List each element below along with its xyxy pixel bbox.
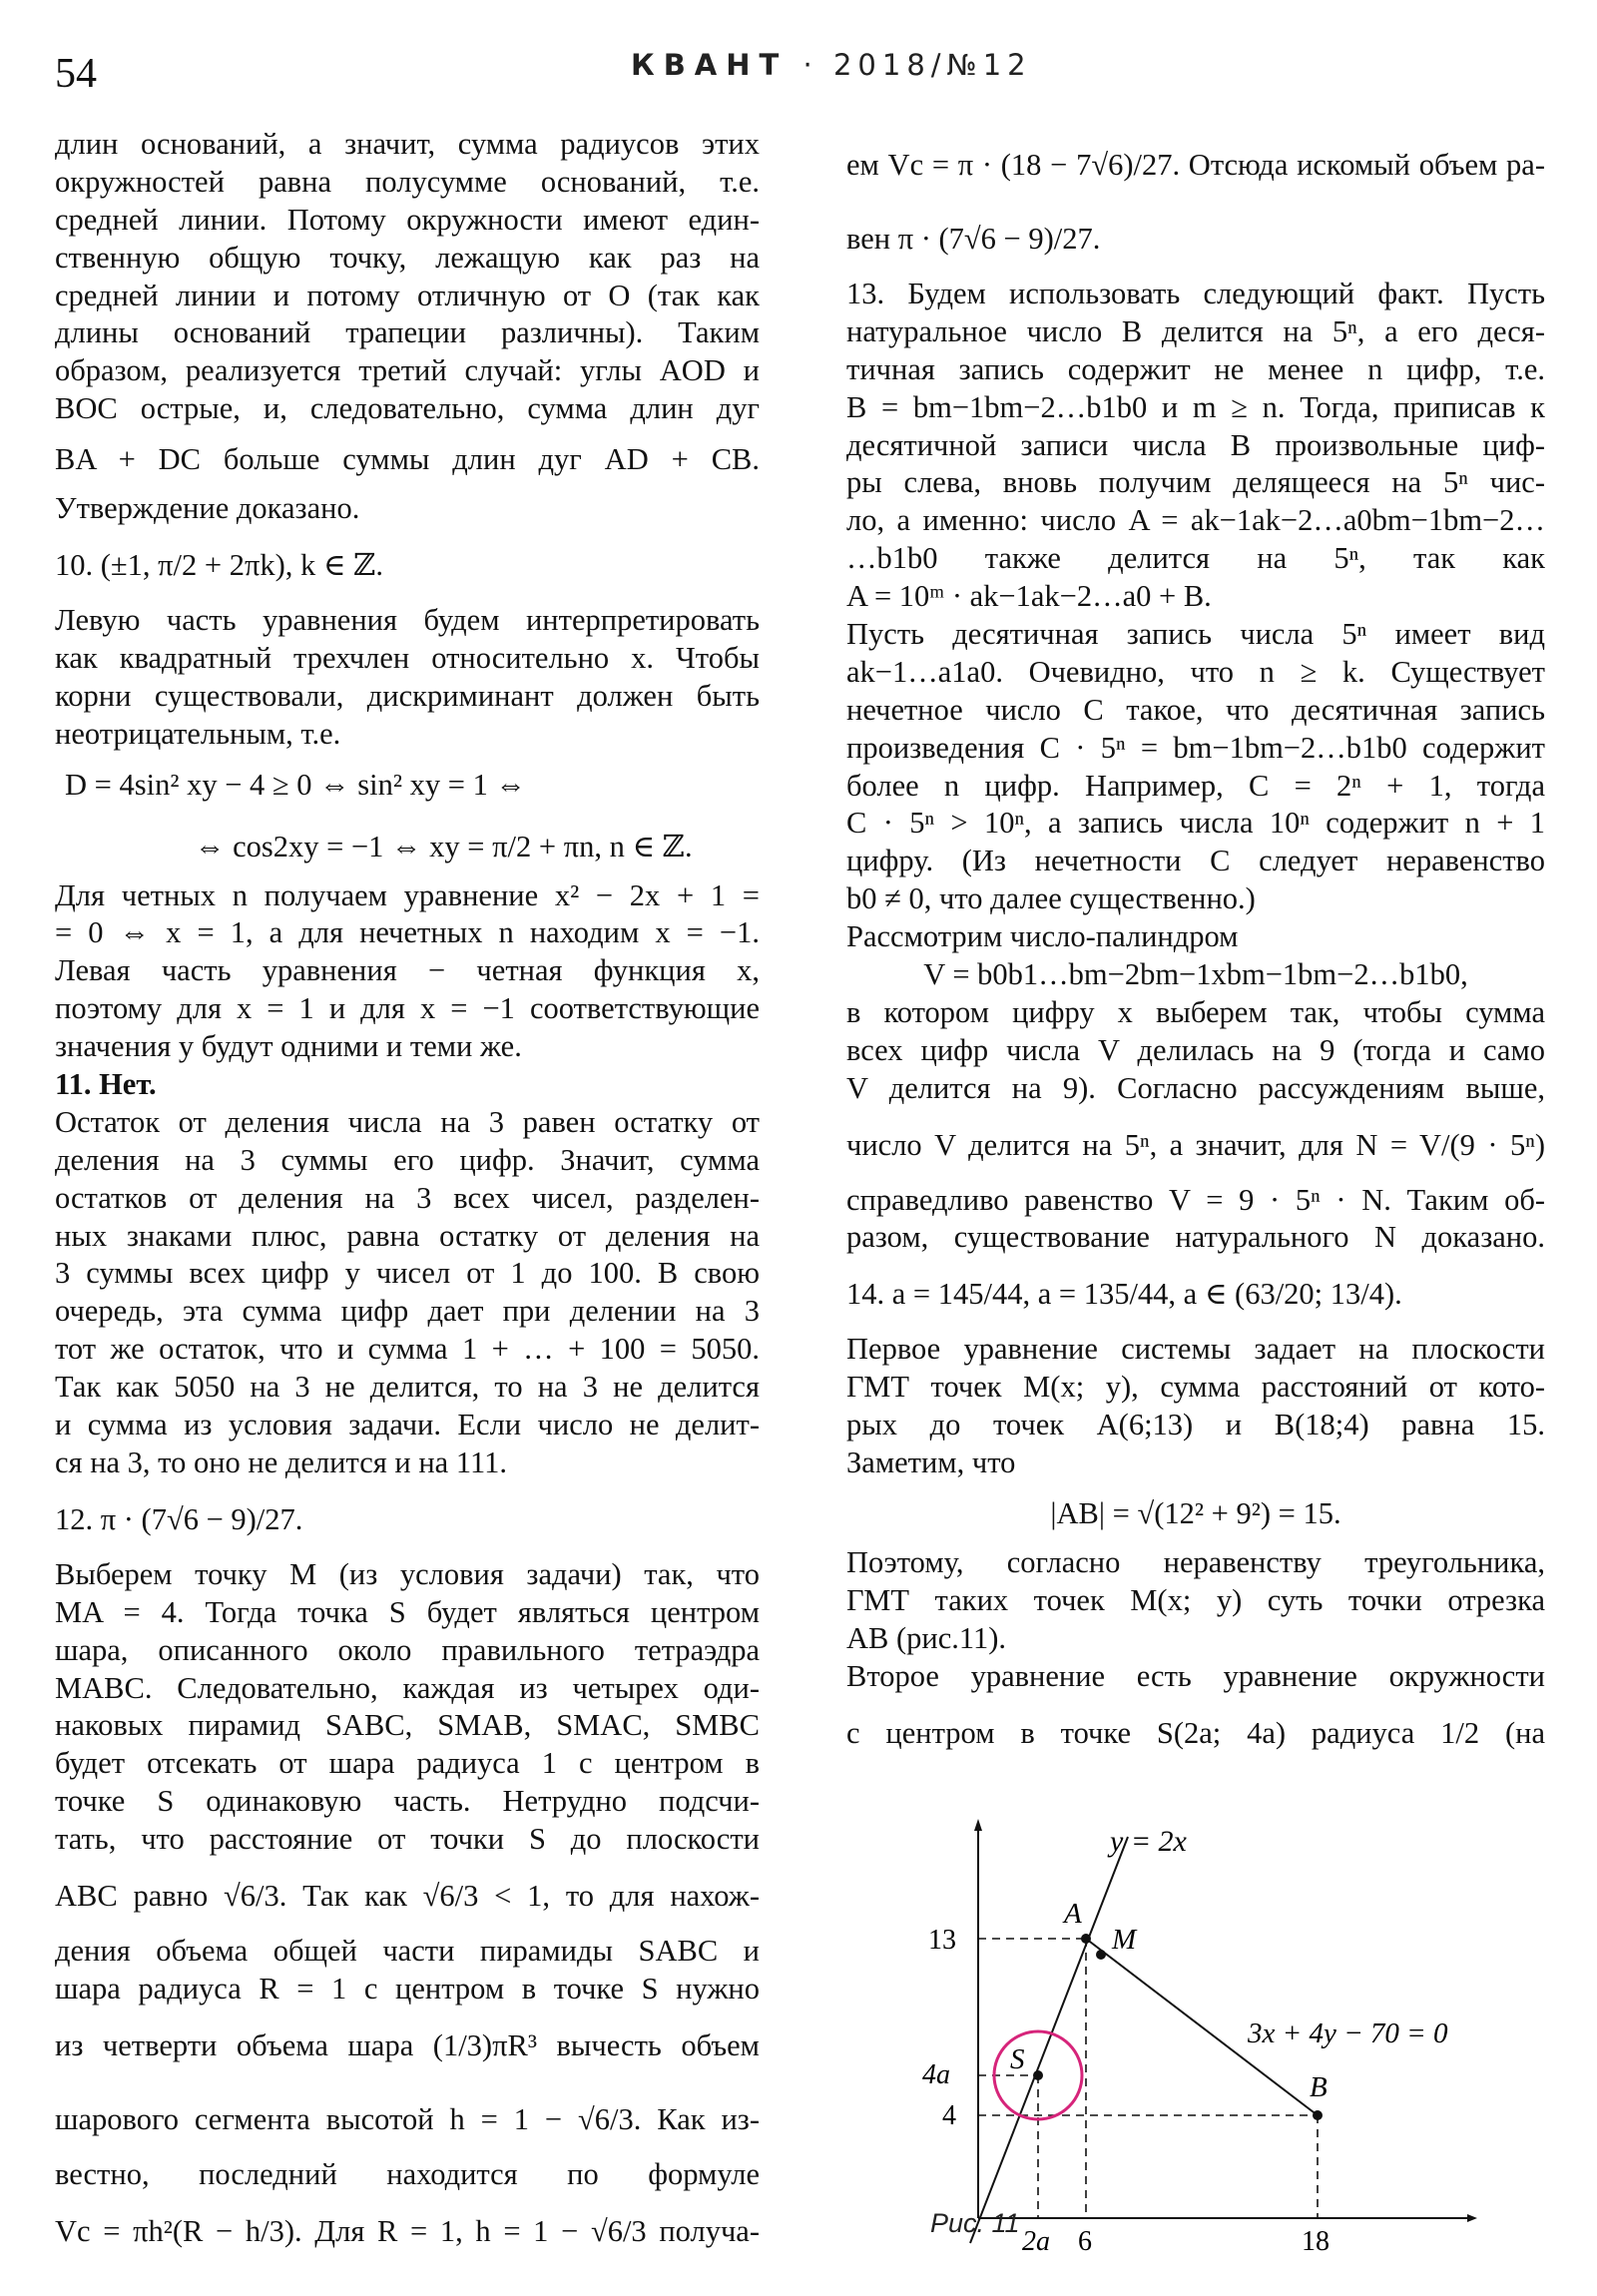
- text-line: Пусть десятичная запись числа 5ⁿ имеет вид: [846, 617, 1545, 652]
- text-line: цифру. (Из нечетности C следует неравенство: [846, 844, 1545, 878]
- label-segment: 3x + 4y − 70 = 0: [1248, 2017, 1448, 2049]
- issue-label: · 2018/№12: [802, 48, 1032, 82]
- text-line: Первое уравнение системы задает на плоскости: [846, 1332, 1545, 1367]
- text-line: Утверждение доказано.: [55, 491, 360, 526]
- text-line: Левую часть уравнения будем интерпретировать: [55, 603, 760, 638]
- tick-2a: 2a: [1022, 2226, 1050, 2257]
- text-line: средней линии и потому отличную от O (так как: [55, 278, 760, 312]
- text-line: дения объема общей части пирамиды SABC и: [55, 1933, 760, 1968]
- text-line: ных знаками плюс, равна остатку от деления на: [55, 1218, 760, 1253]
- point-a: [1081, 1934, 1091, 1944]
- tick-6: 6: [1078, 2226, 1092, 2257]
- text-line: = 0 ⇔ x = 1, а для нечетных n находим x = −1.: [55, 915, 760, 950]
- text-line: Рассмотрим число-палиндром: [846, 919, 1239, 954]
- text-line: наковых пирамид SABC, SMAB, SMAC, SMBC: [55, 1708, 760, 1743]
- text-line: ГМТ таких точек M(x; y) суть точки отрезка: [846, 1582, 1545, 1617]
- text-line: более n цифр. Например, C = 2ⁿ + 1, тогда: [846, 768, 1545, 803]
- text-line: ем Vc = π · (18 − 7√6)/27. Отсюда искомый объем ра-: [846, 148, 1545, 182]
- text-line: очередь, эта сумма цифр дает при делении на 3: [55, 1294, 760, 1329]
- tick-4: 4: [942, 2100, 956, 2131]
- text-line: в котором цифру x выберем так, чтобы сумма: [846, 994, 1545, 1029]
- text-line: и сумма из условия задачи. Если число не делит-: [55, 1408, 760, 1442]
- text-line: вестно, последний находится по формуле: [55, 2156, 760, 2191]
- text-line: корни существовали, дискриминант должен быть: [55, 678, 760, 713]
- label-line-y-2x: y = 2x: [1110, 1825, 1187, 1858]
- text-line: A = 10ᵐ · ak−1ak−2…a0 + B.: [846, 579, 1212, 614]
- text-line: ственную общую точку, лежащую как раз на: [55, 240, 760, 275]
- text-line: MABC. Следовательно, каждая из четырех оди-: [55, 1670, 760, 1705]
- text-line: Второе уравнение есть уравнение окружности: [846, 1658, 1545, 1693]
- point-m: [1096, 1950, 1106, 1960]
- text-line: окружностей равна полусумме оснований, т.е.: [55, 164, 760, 199]
- text-line: Заметим, что: [846, 1445, 1016, 1480]
- text-line: число V делится на 5ⁿ, а значит, для N = V/(9 · 5ⁿ): [846, 1127, 1545, 1162]
- magazine-title: КВАНТ: [631, 48, 789, 82]
- text-line: всех цифр числа V делилась на 9 (тогда и само: [846, 1032, 1545, 1067]
- answer-10: 10. (±1, π/2 + 2πk), k ∈ ℤ.: [55, 548, 383, 583]
- text-line: ABC равно √6/3. Так как √6/3 < 1, то для нахож-: [55, 1878, 760, 1913]
- text-line: поэтому для x = 1 и для x = −1 соответствующие: [55, 991, 760, 1026]
- text-line: десятичной записи числа B произвольные циф-: [846, 427, 1545, 462]
- tick-13: 13: [928, 1925, 956, 1956]
- text-line: натуральное число B делится на 5ⁿ, а его деся-: [846, 313, 1545, 348]
- label-a: A: [1064, 1898, 1082, 1930]
- point-b: [1313, 2110, 1323, 2120]
- text-line: длины оснований трапеции различны). Таким: [55, 315, 760, 350]
- text-line: нечетное число C такое, что десятичная запись: [846, 692, 1545, 727]
- text-line: тот же остаток, что и сумма 1 + … + 100 = 5050.: [55, 1332, 760, 1367]
- text-line: Так как 5050 на 3 не делится, то на 3 не делится: [55, 1370, 760, 1405]
- x-axis-arrow-icon: [1467, 2214, 1477, 2222]
- text-line: Левая часть уравнения − четная функция x,: [55, 953, 760, 988]
- answer-13: 13. Будем использовать следующий факт. Пусть: [846, 277, 1545, 310]
- left-column: [55, 126, 760, 2268]
- point-s: [1033, 2070, 1043, 2080]
- text-line: произведения C · 5ⁿ = bm−1bm−2…b1b0 содержит: [846, 730, 1545, 765]
- tick-4a: 4a: [922, 2059, 950, 2090]
- running-head: [631, 48, 1032, 82]
- figure-11: [878, 1819, 1477, 2257]
- text-line: ся на 3, то оно не делится и на 111.: [55, 1444, 507, 1479]
- text-line: неотрицательным, т.е.: [55, 716, 341, 751]
- label-b: B: [1310, 2071, 1328, 2103]
- text-line: AB (рис.11).: [846, 1620, 1007, 1655]
- formula-line: |AB| = √(12² + 9²) = 15.: [1050, 1495, 1341, 1530]
- text-line: C · 5ⁿ > 10ⁿ, а запись числа 10ⁿ содержит n + 1: [846, 806, 1545, 841]
- formula-line: D = 4sin² xy − 4 ≥ 0 ⇔ sin² xy = 1 ⇔: [65, 767, 526, 802]
- text-line: ло, а именно: число A = ak−1ak−2…a0bm−1bm−2…: [846, 503, 1545, 538]
- text-line: ГМТ точек M(x; y), сумма расстояний от кото-: [846, 1370, 1545, 1405]
- text-line: средней линии. Потому окружности имеют един-: [55, 202, 760, 237]
- text-line: шара, описанного около правильного тетраэдра: [55, 1632, 760, 1667]
- text-line: Vc = πh²(R − h/3). Для R = 1, h = 1 − √6/3 получа-: [55, 2213, 760, 2248]
- answer-12: 12. π · (7√6 − 9)/27.: [55, 1501, 303, 1536]
- text-line: ak−1…a1a0. Очевидно, что n ≥ k. Существует: [846, 654, 1545, 689]
- text-line: разом, существование натурального N доказано.: [846, 1220, 1545, 1255]
- right-column: [846, 128, 1545, 1770]
- text-line: V делится на 9). Согласно рассуждениям выше,: [846, 1070, 1545, 1105]
- answer-14: 14. a = 145/44, a = 135/44, a ∈ (63/20; 13/4).: [846, 1277, 1402, 1312]
- text-line: остатков от деления на 3 всех чисел, разделен-: [55, 1180, 760, 1215]
- text-line: с центром в точке S(2a; 4a) радиуса 1/2 (на: [846, 1715, 1545, 1750]
- line-y-2x: [970, 1837, 1128, 2243]
- text-line: MA = 4. Тогда точка S будет являться центром: [55, 1594, 760, 1629]
- label-s: S: [1010, 2043, 1025, 2075]
- text-line: деления на 3 суммы его цифр. Значит, сумма: [55, 1142, 760, 1177]
- label-m: M: [1112, 1924, 1137, 1956]
- text-line: ры слева, вновь получим делящееся на 5ⁿ чис-: [846, 465, 1545, 500]
- tick-18: 18: [1302, 2226, 1330, 2257]
- figure-caption: Рис. 11: [930, 2208, 1020, 2238]
- text-line: BA + DC больше суммы длин дуг AD + CB.: [55, 442, 760, 477]
- text-line: справедливо равенство V = 9 · 5ⁿ · N. Таким об-: [846, 1182, 1545, 1217]
- formula-line: ⇔ cos2xy = −1 ⇔ xy = π/2 + πn, n ∈ ℤ.: [195, 829, 693, 863]
- text-line: рых до точек A(6;13) и B(18;4) равна 15.: [846, 1408, 1545, 1442]
- text-line: образом, реализуется третий случай: углы AOD и: [55, 353, 760, 388]
- text-line: 3 суммы всех цифр у чисел от 1 до 100. В свою: [55, 1256, 760, 1291]
- answer-11: 11. Нет.: [55, 1067, 157, 1102]
- text-line: тать, что расстояние от точки S до плоскости: [55, 1822, 760, 1857]
- text-line: тичная запись содержит не менее n цифр, т.е.: [846, 351, 1545, 386]
- text-line: вен π · (7√6 − 9)/27.: [846, 222, 1101, 256]
- text-line: b0 ≠ 0, что далее существенно.): [846, 881, 1256, 916]
- text-line: B = bm−1bm−2…b1b0 и m ≥ n. Тогда, приписав к: [846, 389, 1545, 424]
- text-line: значения y будут одними и теми же.: [55, 1029, 522, 1064]
- text-line: Поэтому, согласно неравенству треугольника,: [846, 1544, 1545, 1579]
- text-line: Выберем точку M (из условия задачи) так, что: [55, 1556, 760, 1591]
- text-line: точке S одинаковую часть. Нетрудно подсчи-: [55, 1784, 760, 1819]
- text-line: …b1b0 также делится на 5ⁿ, так как: [846, 541, 1545, 576]
- text-line: из четверти объема шара (1/3)πR³ вычесть объем: [55, 2027, 760, 2062]
- page-number: 54: [55, 51, 97, 97]
- text-line: как квадратный трехчлен относительно x. Чтобы: [55, 640, 760, 675]
- text-line: шарового сегмента высотой h = 1 − √6/3. Как из-: [55, 2101, 760, 2136]
- text-line: BOC острые, и, следовательно, сумма длин дуг: [55, 391, 760, 426]
- text-line: Остаток от деления числа на 3 равен остатку от: [55, 1104, 760, 1139]
- text-line: Для четных n получаем уравнение x² − 2x + 1 =: [55, 877, 760, 912]
- text-line: длин оснований, а значит, сумма радиусов этих: [55, 127, 760, 161]
- text-line: будет отсекать от шара радиуса 1 с центром в: [55, 1746, 760, 1781]
- text-line: шара радиуса R = 1 с центром в точке S нужно: [55, 1971, 760, 2006]
- formula-line: V = b0b1…bm−2bm−1xbm−1bm−2…b1b0,: [923, 957, 1468, 992]
- y-axis-arrow-icon: [974, 1819, 982, 1831]
